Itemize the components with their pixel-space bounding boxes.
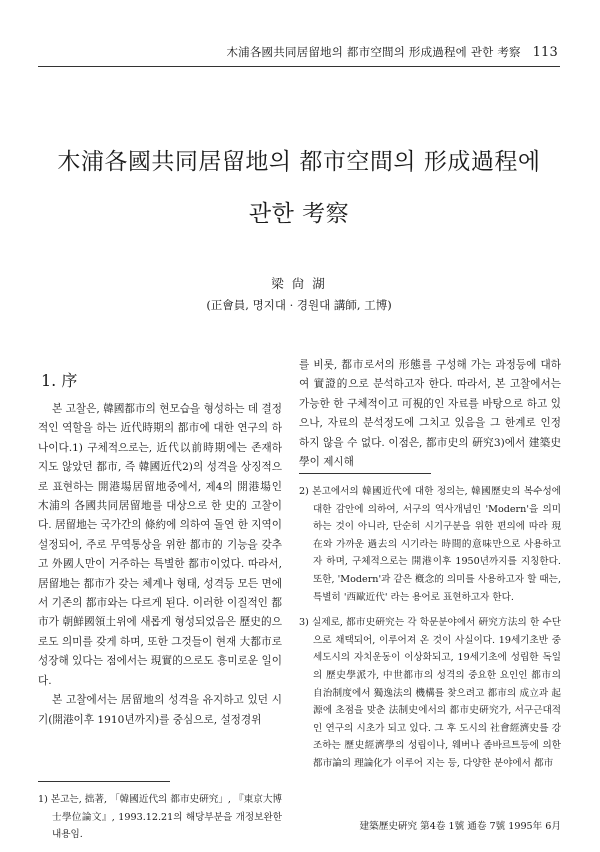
footnote-1: 1) 본고는, 拙著, 「韓國近代의 都市史硏究」, 『東京大博士學位論文』, 1993.12.21의 해당부분을 개정보완한 내용임.	[38, 794, 283, 841]
footnote-rule-left	[38, 781, 170, 782]
footnotes-right	[299, 483, 561, 781]
paper-title-line2: 관한 考察	[248, 201, 350, 227]
footnote-2: 2) 본고에서의 韓國近代에 대한 정의는, 韓國歷史의 복수성에 대한 감안에 의하여, 서구의 역사개념인 'Modern'을 의미하는 것이 아니라, 단순히 시기구분을 위한 편의에 따라 現在와 가까운 過去의 시기라는 時間的意味만으로 사용하고자 하며, 구체적으로는 開港이후 1950년까지를 지칭한다. 또한, 'Modern'과 같은 槪念的 의미를 사용하고자 할 때는, 특별히 '西歐近代' 라는 용어로 표현하고자 한다.	[299, 486, 561, 603]
body-right-column	[299, 356, 561, 472]
header-rule	[38, 66, 560, 67]
body-paragraph: 본 고찰에서는 居留地의 성격을 유지하고 있던 시기(開港이후 1910년까지)를 중심으로, 설정경위	[38, 694, 282, 726]
author-name: 梁 尙 湖	[271, 276, 327, 291]
body-paragraph: 본 고찰은, 韓國都市의 현모습을 형성하는 데 결정적인 역할을 하는 近代時期의 都市에 대한 연구의 하나이다.1) 구체적으로는, 近代以前時期에는 존재하지도 않았던 都市, 즉 韓國近代2)의 성격을 상징적으로 표현하는 開港場居留地중에서, 제4의 開港場인 木浦의 各國共同居留地를 대상으로 한 史的 고찰이다. 居留地는 국가간의 條約에 의하여 돌연 한 지역이 설정되어, 주로 무역통상을 위한 都市的 기능을 갖추고 外國人만이 거주하는 특별한 都市이었다. 따라서, 居留地는 都市가 갖는 체계나 형태, 성격등 모든 면에서 기존의 都市와는 다르게 된다. 이러한 이질적인 都市가 朝鮮國領土위에 새롭게 형성되었음은 歷史的으로도 의미를 갖게 하며, 또한 그것들이 현재 大都市로 성장해 있다는 점에서는 現實的으로도 흥미로운 일이다.	[38, 403, 282, 687]
section-heading: 1. 序	[41, 371, 78, 390]
footnote-3: 3) 실제로, 都市史硏究는 각 학문분야에서 硏究方法의 한 수단으로 채택되어, 이루어져 온 것이 사실이다. 19세기초반 중세도시의 자치운동이 이상화되고, 19세기초에 성립한 독일의 歷史學派가, 中世都市의 성격의 중요한 요인인 都市의 自治制度에서 獨逸法의 機構를 찾으려고 都市의 成立과 起源에 초점을 맞춘 法制史에서의 都市史硏究가, 서구근대적인 연구의 시초가 되고 있다. 그 후 도시의 社會經濟史를 강조하는 歷史經濟學의 성립이나, 웨버나 좀바르트등에 의한 都市論의 理論化가 이루어 지는 등, 다양한 분야에서 都市	[299, 617, 561, 769]
body-paragraph-continued: 를 비롯, 都市로서의 形態를 구성해 가는 과정등에 대하여 實證的으로 분석하고자 한다. 따라서, 본 고찰에서는 가능한 한 구체적이고 可視的인 자료를 바탕으로 하고 있으나, 자료의 분석정도에 그치고 있음을 그 한계로 인정하지 않을 수 없다. 이점은, 都市史의 硏究3)에서 建築史學이 제시해	[299, 359, 561, 469]
paper-title-line1: 木浦各國共同居留地의 都市空間의 形成過程에	[57, 149, 541, 175]
running-title: 木浦各國共同居留地의 都市空間의 形成過程에 관한 考察	[226, 45, 521, 59]
running-header	[40, 44, 558, 60]
body-left-column	[38, 400, 282, 730]
footnote-rule-right	[299, 473, 431, 474]
author-affiliation: (正會員, 명지대 · 경원대 講師, 工博)	[206, 298, 392, 312]
journal-footer: 建築歷史硏究 第4卷 1號 通卷 7號 1995年 6月	[359, 821, 561, 832]
page-number: 113	[532, 45, 558, 60]
footnotes-left	[38, 791, 282, 852]
